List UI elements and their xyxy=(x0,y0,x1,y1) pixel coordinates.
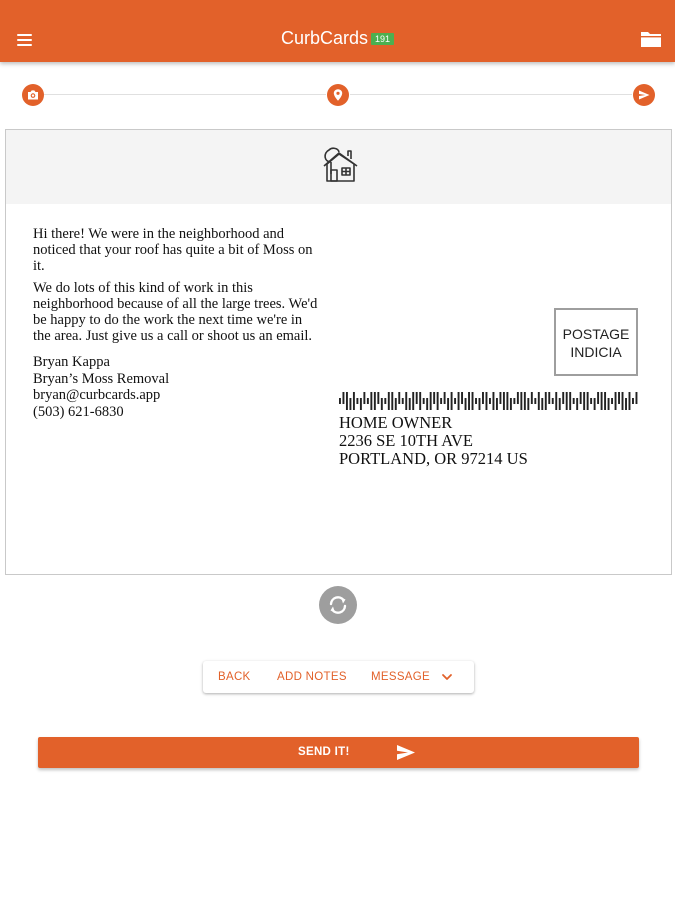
barcode-bar xyxy=(398,392,400,404)
barcode-bar xyxy=(430,392,432,410)
barcode-bar xyxy=(349,398,351,410)
barcode-bar xyxy=(339,398,341,404)
step-connector xyxy=(44,94,326,95)
folder-icon xyxy=(640,30,662,48)
barcode-bar xyxy=(426,398,428,410)
barcode-bar xyxy=(472,392,474,410)
barcode-bar xyxy=(552,398,554,404)
barcode-bar xyxy=(391,392,393,410)
barcode-bar xyxy=(520,392,522,410)
postal-barcode xyxy=(339,392,639,410)
barcode-bar xyxy=(611,398,613,404)
location-pin-icon xyxy=(331,88,345,102)
barcode-bar xyxy=(608,398,610,410)
barcode-bar xyxy=(367,398,369,404)
barcode-bar xyxy=(381,398,383,410)
barcode-bar xyxy=(440,398,442,404)
step-location[interactable] xyxy=(327,84,349,106)
barcode-bar xyxy=(468,392,470,410)
barcode-bar xyxy=(629,392,631,410)
recipient-name: HOME OWNER xyxy=(339,413,453,432)
back-button[interactable]: BACK xyxy=(218,671,251,683)
barcode-bar xyxy=(479,398,481,410)
sender-name: Bryan Kappa xyxy=(33,354,110,370)
barcode-bar xyxy=(451,392,453,410)
barcode-bar xyxy=(342,392,344,404)
barcode-bar xyxy=(409,398,411,410)
barcode-bar xyxy=(458,392,460,410)
barcode-bar xyxy=(622,392,624,410)
refresh-button[interactable] xyxy=(319,586,357,624)
recipient-city: PORTLAND, OR 97214 US xyxy=(339,449,528,468)
sender-company: Bryan’s Moss Removal xyxy=(33,370,170,387)
barcode-bar xyxy=(416,392,418,404)
barcode-bar xyxy=(534,398,536,404)
barcode-bar xyxy=(353,392,355,410)
send-it-label: SEND IT! xyxy=(298,746,350,758)
barcode-bar xyxy=(356,398,358,404)
barcode-bar xyxy=(475,398,477,404)
postage-label: POSTAGE xyxy=(562,326,630,342)
barcode-bar xyxy=(566,392,568,410)
barcode-bar xyxy=(503,392,505,410)
barcode-bar xyxy=(412,392,414,410)
barcode-bar xyxy=(492,392,494,410)
barcode-bar xyxy=(461,392,463,404)
indicia-label: INDICIA xyxy=(570,344,622,360)
barcode-bar xyxy=(541,398,543,410)
barcode-bar xyxy=(527,398,529,410)
barcode-bar xyxy=(465,398,467,410)
barcode-bar xyxy=(590,398,592,404)
barcode-bar xyxy=(447,398,449,410)
barcode-bar xyxy=(604,392,606,410)
recipient-street: 2236 SE 10TH AVE xyxy=(339,431,473,450)
add-notes-button[interactable]: ADD NOTES xyxy=(277,671,347,683)
barcode-bar xyxy=(583,392,585,410)
barcode-bar xyxy=(346,392,348,410)
barcode-bar xyxy=(545,392,547,410)
signature-block xyxy=(33,354,323,420)
postcard-message xyxy=(33,226,323,420)
barcode-bar xyxy=(524,392,526,410)
barcode-bar xyxy=(618,392,620,404)
barcode-bar xyxy=(363,392,365,404)
app-bar xyxy=(0,0,675,62)
barcode-bar xyxy=(580,392,582,404)
sender-phone: (503) 621-6830 xyxy=(33,403,124,420)
step-connector xyxy=(350,94,632,95)
message-paragraph: We do lots of this kind of work in this neighborhood because of all the large trees. We'd be happy to do the work the next time we're in the area. Just give us a call or shoot us an email. xyxy=(33,280,318,344)
barcode-bar xyxy=(569,392,571,410)
barcode-bar xyxy=(601,392,603,410)
barcode-bar xyxy=(559,398,561,410)
barcode-bar xyxy=(423,398,425,404)
message-button[interactable]: MESSAGE xyxy=(371,671,430,683)
barcode-bar xyxy=(517,392,519,404)
camera-icon xyxy=(26,88,40,102)
barcode-bar xyxy=(405,392,407,410)
barcode-bar xyxy=(482,392,484,404)
app-title: CurbCards xyxy=(280,28,368,48)
barcode-bar xyxy=(587,392,589,410)
barcode-bar xyxy=(370,392,372,410)
folder-button[interactable] xyxy=(640,30,662,48)
barcode-bar xyxy=(496,398,498,410)
barcode-bar xyxy=(531,392,533,404)
barcode-bar xyxy=(444,392,446,404)
barcode-bar xyxy=(555,392,557,410)
barcode-bar xyxy=(548,392,550,404)
barcode-bar xyxy=(506,392,508,410)
barcode-bar xyxy=(419,392,421,410)
barcode-bar xyxy=(576,398,578,410)
barcode-bar xyxy=(510,398,512,410)
barcode-bar xyxy=(489,398,491,404)
barcode-bar xyxy=(615,392,617,410)
barcode-bar xyxy=(433,392,435,404)
postage-indicia xyxy=(554,308,638,376)
action-bar xyxy=(203,661,474,693)
barcode-bar xyxy=(402,398,404,404)
postcard-preview xyxy=(5,129,672,575)
sender-email: bryan@curbcards.app xyxy=(33,387,161,403)
card-count-badge: 191 xyxy=(371,33,394,45)
barcode-bar xyxy=(499,392,501,404)
step-photo[interactable] xyxy=(22,84,44,106)
barcode-bar xyxy=(538,392,540,410)
message-paragraph: Hi there! We were in the neighborhood and noticed that your roof has quite a bit of Moss on it. xyxy=(33,226,313,274)
barcode-bar xyxy=(454,398,456,404)
barcode-bar xyxy=(486,392,488,410)
barcode-bar xyxy=(636,392,638,404)
step-send[interactable] xyxy=(633,84,655,106)
app-brand xyxy=(0,28,675,49)
refresh-icon xyxy=(326,593,350,617)
barcode-bar xyxy=(562,392,564,404)
barcode-bar xyxy=(374,392,376,410)
barcode-bar xyxy=(437,392,439,410)
barcode-bar xyxy=(360,398,362,410)
barcode-bar xyxy=(625,398,627,410)
barcode-bar xyxy=(513,398,515,404)
send-it-button[interactable] xyxy=(38,737,639,768)
barcode-bar xyxy=(632,398,634,404)
postcard-header xyxy=(6,130,671,204)
barcode-bar xyxy=(573,398,575,404)
barcode-bar xyxy=(388,392,390,410)
send-arrow-icon xyxy=(396,744,416,761)
barcode-bar xyxy=(384,398,386,404)
house-logo-icon xyxy=(319,144,359,184)
chevron-down-icon[interactable] xyxy=(439,669,455,685)
barcode-bar xyxy=(377,392,379,404)
barcode-bar xyxy=(395,398,397,410)
recipient-address xyxy=(339,414,659,468)
barcode-bar xyxy=(597,392,599,404)
send-icon xyxy=(637,88,651,102)
progress-stepper xyxy=(0,78,675,112)
barcode-bar xyxy=(594,398,596,410)
